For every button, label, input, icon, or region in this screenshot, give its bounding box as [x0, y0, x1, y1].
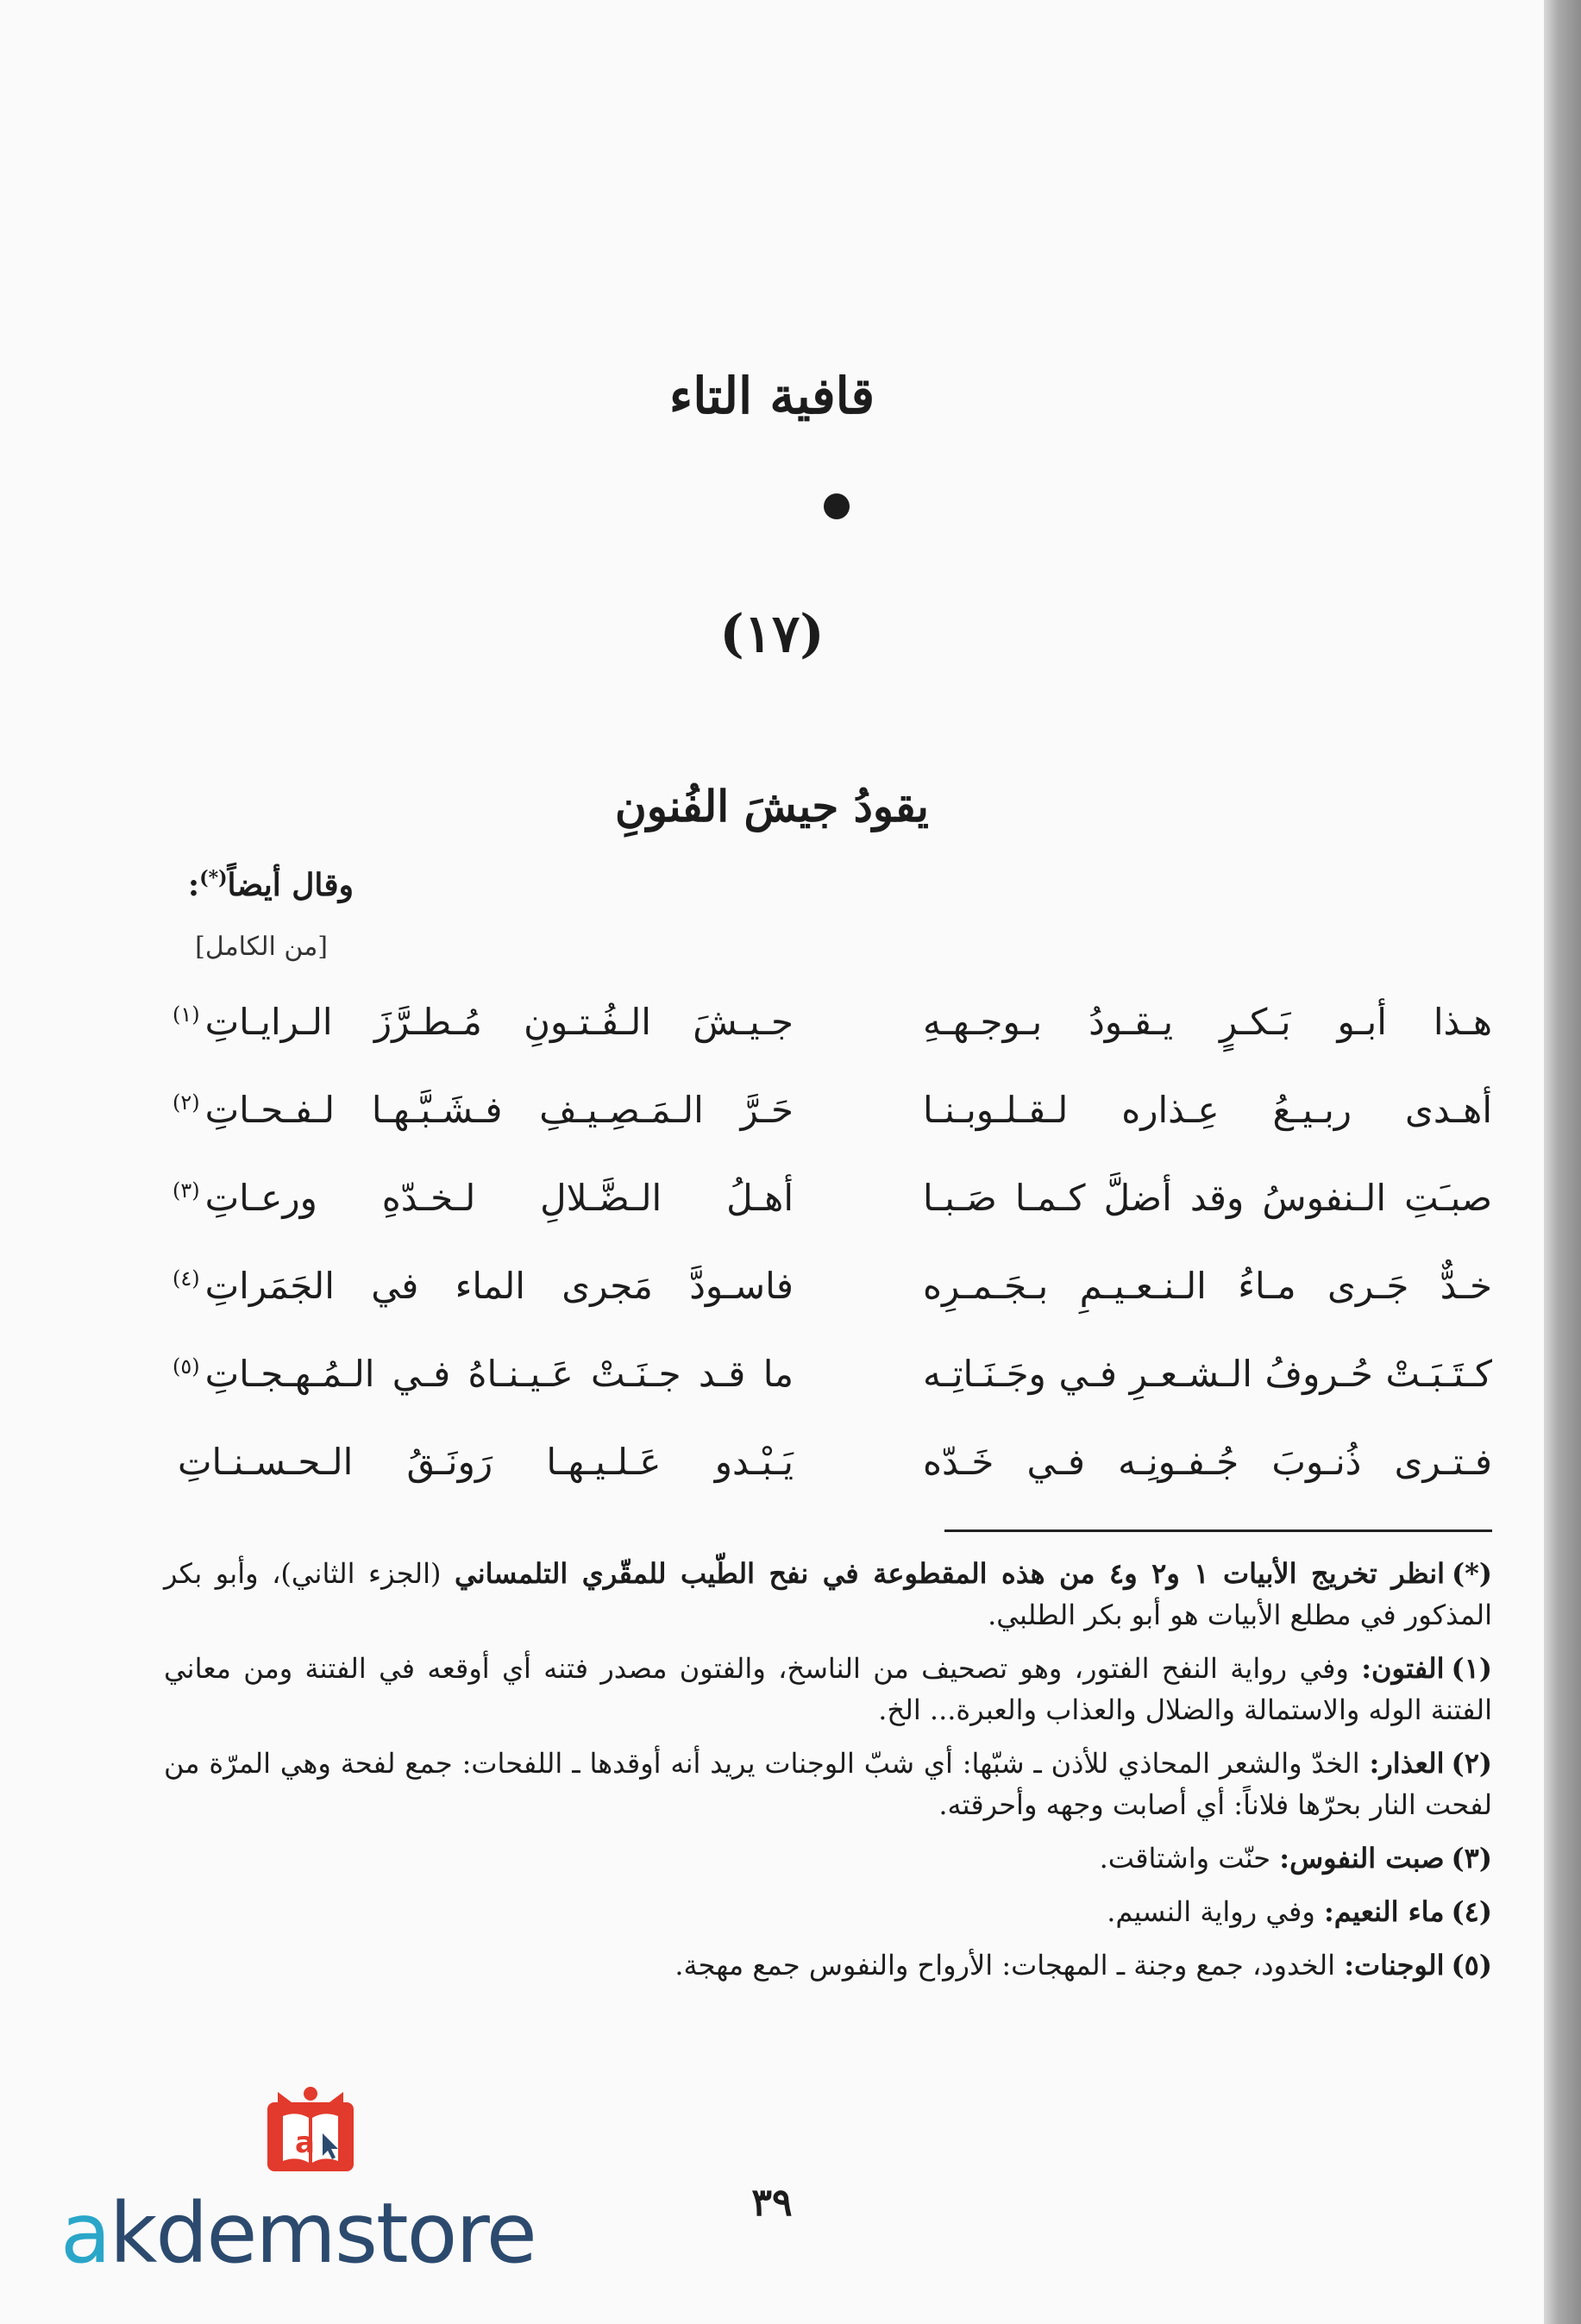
hemistich-text: جـيـشَ الـفُـتـونِ مُـطـرَّزَ الـرايـاتِ: [204, 1001, 794, 1043]
verse: [0, 1177, 1544, 1246]
verse-second-hemistich: [173, 1441, 794, 1483]
verse: [0, 1353, 1544, 1422]
logo-wordmark: [60, 2185, 536, 2282]
footnote-mark: (٥): [173, 1354, 200, 1379]
verse-first-hemistich: هـذا أبـو بَـكـرٍ يـقـودُ بـوجـهـهِ: [923, 1001, 1492, 1043]
verse-second-hemistich: [173, 1177, 794, 1219]
logo-letter-a: a: [60, 2185, 110, 2282]
verse-first-hemistich: فـتـرى ذُنـوبَ جُـفـونِـه فـي خَـدّه: [923, 1441, 1492, 1483]
footnote-term: الوجنات:: [1344, 1949, 1445, 1982]
svg-text:a: a: [295, 2126, 315, 2160]
page-edge-shadow: [1544, 0, 1581, 2324]
poem-meter: [من الكامل]: [195, 932, 328, 962]
poem-intro: [188, 867, 354, 903]
footnote: [164, 1553, 1492, 1636]
verse-second-hemistich: [173, 1001, 794, 1043]
verse-second-hemistich: [173, 1089, 794, 1131]
logo-text-rest: kdemstore: [109, 2185, 536, 2282]
verse: [0, 1001, 1544, 1070]
hemistich-text: أهـلُ الـضَّـلالِ لـخـدّهِ ورعـاتِ: [204, 1177, 794, 1219]
footnote: [164, 1837, 1492, 1879]
intro-colon: :: [187, 867, 200, 903]
footnote-term: انظر تخريج الأبيات ١ و٢ و٤ من هذه المقطوعة في نفح الطّيب للمقّري التلمساني: [455, 1557, 1446, 1590]
verse-second-hemistich: [173, 1265, 794, 1307]
footnote: [164, 1648, 1492, 1730]
footnote-mark: (٢): [173, 1090, 200, 1115]
footnote: [164, 1944, 1492, 1986]
footnote-marker: (٣): [1451, 1842, 1492, 1875]
footnote: [164, 1891, 1492, 1932]
hemistich-text: يَـبْـدو عَـلـيـهـا رَونَـقُ الـحـسـنـاتِ: [178, 1441, 794, 1483]
footnotes: [164, 1553, 1492, 1998]
footnote-term: العذار:: [1369, 1747, 1445, 1780]
footnote-marker: (٤): [1451, 1895, 1492, 1928]
footnote-text: الخدّ والشعر المحاذي للأذن ـ شبّها: أي شبّ الوجنات يريد أنه أوقدها ـ اللفحات: جمع لفحة وهي المرّة من لفحت النار بحرّها فلاناً: أي أصابت وجهه وأحرقته.: [164, 1747, 1492, 1821]
verse-first-hemistich: صبـَتِ الـنفوسُ وقد أضلَّ كـمـا صَـبـا: [923, 1177, 1492, 1219]
verse: [0, 1265, 1544, 1334]
footnote-marker: (٢): [1451, 1747, 1493, 1780]
footnote-marker: (١): [1451, 1652, 1493, 1685]
footnote-text: الخدود، جمع وجنة ـ المهجات: الأرواح والنفوس جمع مهجة.: [674, 1949, 1336, 1982]
verse-first-hemistich: خـدٌّ جَـرى مـاءُ الـنـعـيـمِ بـجَـمـرِه: [923, 1265, 1492, 1307]
verse-second-hemistich: [173, 1353, 794, 1395]
footnote-text: وفي رواية النسيم.: [1107, 1895, 1315, 1928]
chapter-title: قافية التاء: [668, 367, 875, 425]
book-cursor-icon: [233, 2083, 388, 2187]
poem-number: (١٧): [719, 604, 825, 664]
footnote-marker: (٥): [1451, 1949, 1492, 1982]
intro-footnote-mark: (*): [199, 867, 228, 889]
verse-first-hemistich: أهـدى ربـيـعُ عِـذاره لـقـلـوبـنـا: [923, 1089, 1492, 1131]
page-number: ٣٩: [751, 2181, 793, 2225]
footnote-text: حنّت واشتاقت.: [1099, 1842, 1271, 1875]
footnote-mark: (٤): [173, 1266, 200, 1291]
footnote-divider: [944, 1529, 1492, 1532]
verse-first-hemistich: كـتَـبَـتْ حُـروفُ الـشـعـرِ فـي وجَـنَـاتِـه: [923, 1353, 1492, 1395]
intro-text: وقال أيضاً: [227, 867, 354, 903]
footnote-text: وفي رواية النفح الفتور، وهو تصحيف من الناسخ، والفتون مصدر فتنه أي أوقعه في الفتنة ومن معاني الفتنة الوله والاستمالة والضلال والعذاب والعبرة... الخ.: [164, 1652, 1492, 1726]
store-logo: [60, 2083, 536, 2282]
section-dot: [824, 493, 850, 519]
verse: [0, 1089, 1544, 1158]
poem-title: يقودُ جيشَ الفُنونِ: [615, 781, 929, 832]
footnote-term: ماء النعيم:: [1323, 1895, 1445, 1928]
footnote-text: (الجزء الثاني)، وأبو بكر المذكور في مطلع الأبيات هو أبو بكر الطلبي.: [164, 1557, 1492, 1631]
hemistich-text: فاسـودَّ مَجرى الماء في الجَمَراتِ: [204, 1265, 794, 1307]
hemistich-text: حَـرَّ الـمَـصِـيـفِ فـشَـبَّـهـا لـفـحـاتِ: [204, 1089, 794, 1131]
footnote-mark: (٣): [173, 1178, 200, 1203]
footnote-marker: (*): [1452, 1557, 1493, 1590]
verse: [0, 1441, 1544, 1510]
footnote-term: الفتون:: [1361, 1652, 1445, 1685]
hemistich-text: ما قـد جـنَـتْ عَـيـنـاهُ فـي الـمُـهـجـاتِ: [204, 1353, 794, 1395]
footnote: [164, 1743, 1492, 1825]
footnote-term: صبت النفوس:: [1279, 1842, 1445, 1875]
footnote-mark: (١): [173, 1002, 200, 1027]
